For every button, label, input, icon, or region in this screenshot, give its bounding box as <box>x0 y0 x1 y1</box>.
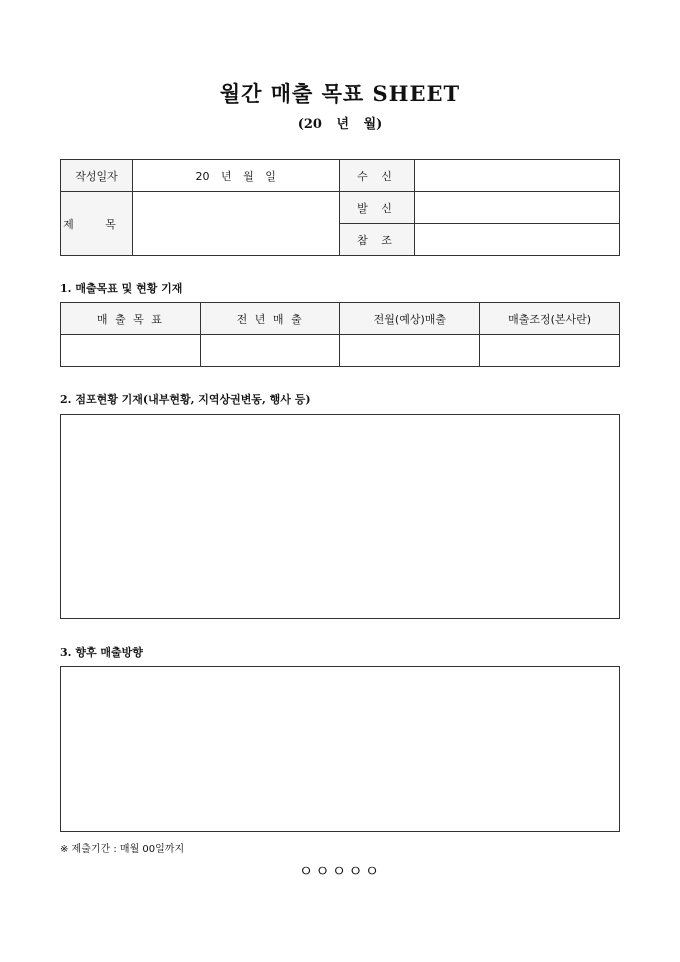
store-status-textarea[interactable] <box>60 414 620 619</box>
section1-heading: 1. 매출목표 및 현황 기재 <box>60 282 183 295</box>
sales-goal-table <box>60 302 620 367</box>
submission-note: ※ 제출기간 : 매월 00일까지 <box>60 844 185 855</box>
sales-goal-cell[interactable] <box>61 335 201 367</box>
section2-heading: 2. 점포현황 기재(내부현황, 지역상권변동, 행사 등) <box>60 393 311 406</box>
reference-label: 참 조 <box>339 224 415 256</box>
last-year-sales-cell[interactable] <box>200 335 340 367</box>
document-title: 월간 매출 목표 SHEET <box>219 81 461 106</box>
col-prev-month-sales: 전월(예상)매출 <box>340 303 480 335</box>
date-label: 작성일자 <box>61 160 133 192</box>
future-direction-textarea[interactable] <box>60 666 620 832</box>
reference-field[interactable] <box>415 224 620 256</box>
sales-adjustment-cell[interactable] <box>480 335 620 367</box>
section3-heading: 3. 향후 매출방향 <box>60 646 143 659</box>
prev-month-sales-cell[interactable] <box>340 335 480 367</box>
col-sales-goal: 매 출 목 표 <box>61 303 201 335</box>
date-value[interactable]: 20 년 월 일 <box>132 160 339 192</box>
sender-field[interactable] <box>415 192 620 224</box>
col-sales-adjustment: 매출조정(본사란) <box>480 303 620 335</box>
company-name: ㅇㅇㅇㅇㅇ <box>298 862 382 880</box>
sender-label: 발 신 <box>339 192 415 224</box>
subject-label: 제 목 <box>61 192 133 256</box>
subject-field[interactable] <box>132 192 339 256</box>
receiver-field[interactable] <box>415 160 620 192</box>
header-info-table <box>60 159 620 256</box>
receiver-label: 수 신 <box>339 160 415 192</box>
document-period: (20 년 월) <box>297 117 383 132</box>
col-last-year-sales: 전 년 매 출 <box>200 303 340 335</box>
